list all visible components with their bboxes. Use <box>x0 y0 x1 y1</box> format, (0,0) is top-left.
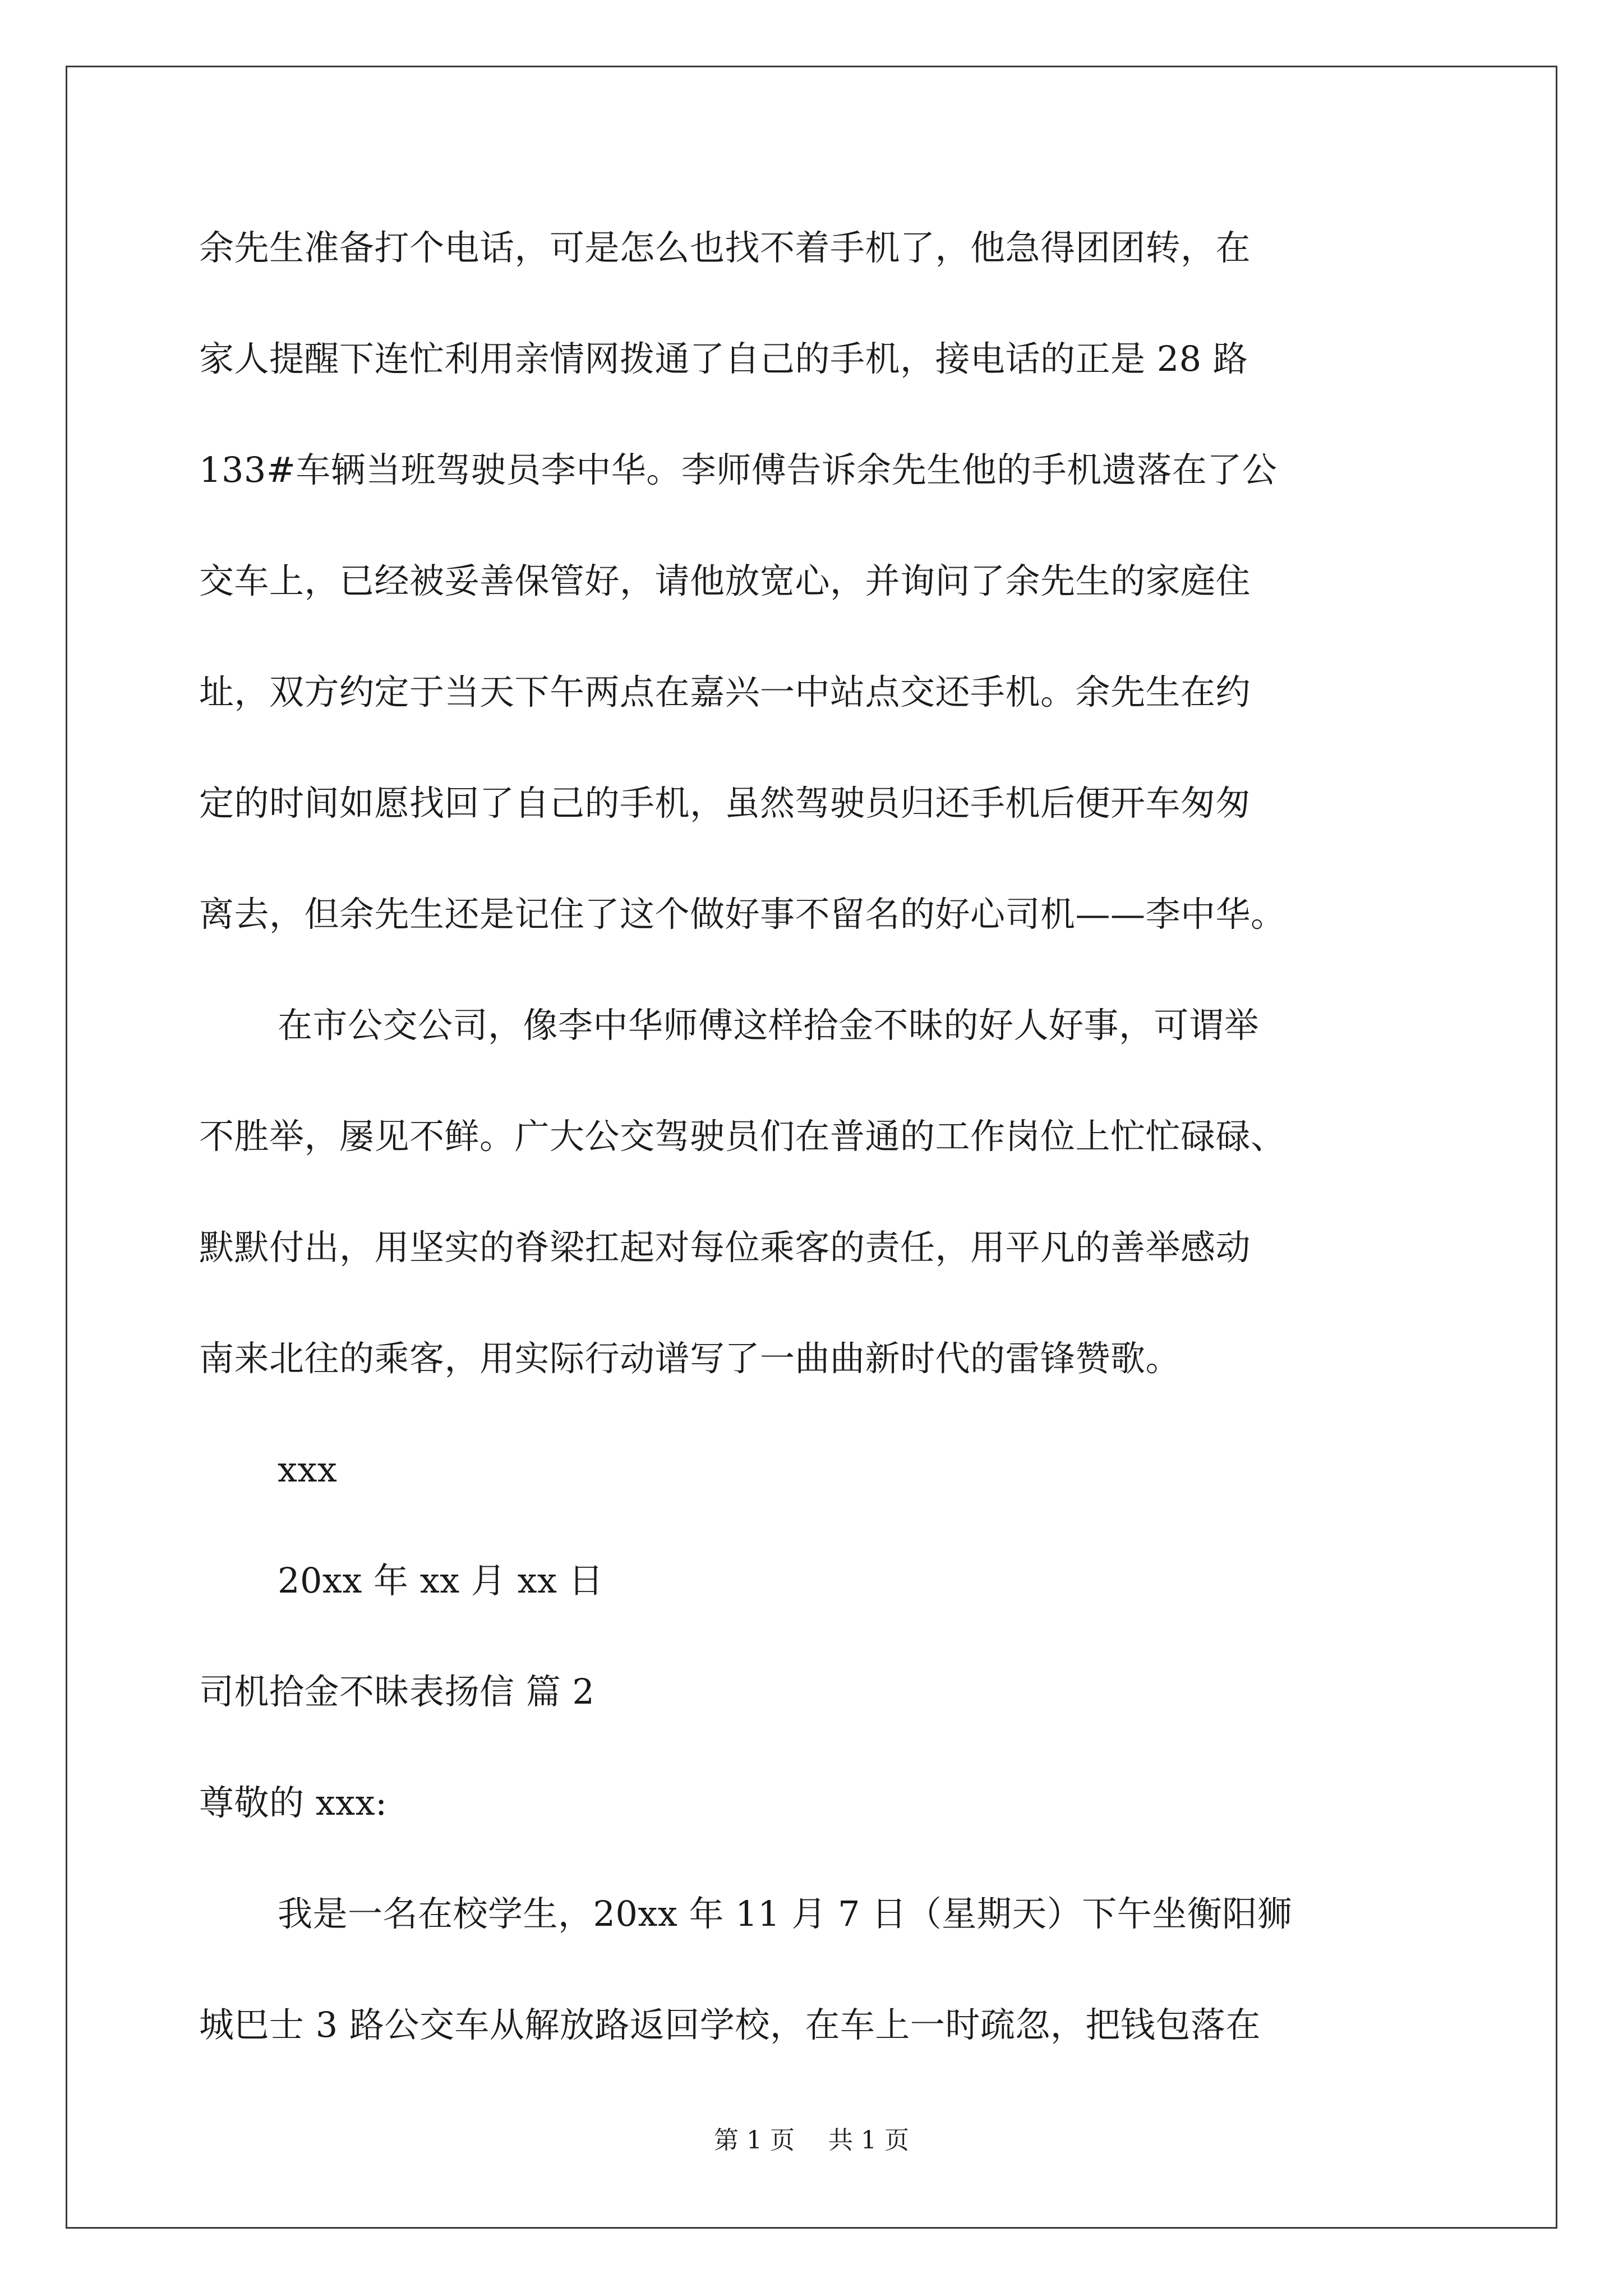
salutation: 尊敬的 xxx: <box>199 1782 388 1823</box>
paragraph-line: 我是一名在校学生，20xx 年 11 月 7 日（星期天）下午坐衡阳狮 <box>278 1893 1293 1934</box>
paragraph-line: 余先生准备打个电话，可是怎么也找不着手机了，他急得团团转，在 <box>199 227 1251 268</box>
signature-name: xxx <box>278 1449 338 1490</box>
paragraph-line: 南来北往的乘客，用实际行动谱写了一曲曲新时代的雷锋赞歌。 <box>199 1338 1181 1379</box>
paragraph-line: 在市公交公司，像李中华师傅这样拾金不昧的好人好事，可谓举 <box>278 1005 1260 1046</box>
paragraph-line: 城巴士 3 路公交车从解放路返回学校，在车上一时疏忽，把钱包落在 <box>199 2004 1261 2045</box>
paragraph-line: 默默付出，用坚实的脊梁扛起对每位乘客的责任，用平凡的善举感动 <box>199 1227 1251 1268</box>
paragraph-line: 家人提醒下连忙利用亲情网拨通了自己的手机，接电话的正是 28 路 <box>199 338 1248 379</box>
paragraph-line: 址，双方约定于当天下午两点在嘉兴一中站点交还手机。余先生在约 <box>199 671 1251 712</box>
paragraph-line: 交车上，已经被妥善保管好，请他放宽心，并询问了余先生的家庭住 <box>199 560 1251 601</box>
paragraph-line: 定的时间如愿找回了自己的手机，虽然驾驶员归还手机后便开车匆匆 <box>199 783 1251 823</box>
page-number: 第 1 页 <box>714 2126 795 2155</box>
page-footer <box>0 2125 1623 2156</box>
signature-date: 20xx 年 xx 月 xx 日 <box>278 1560 604 1601</box>
paragraph-line: 不胜举，屡见不鲜。广大公交驾驶员们在普通的工作岗位上忙忙碌碌、 <box>199 1116 1286 1157</box>
paragraph-line: 133#车辆当班驾驶员李中华。李师傅告诉余先生他的手机遗落在了公 <box>199 449 1278 490</box>
paragraph-line: 离去，但余先生还是记住了这个做好事不留名的好心司机——李中华。 <box>199 894 1286 935</box>
page-total: 共 1 页 <box>828 2126 909 2155</box>
section-heading: 司机拾金不昧表扬信 篇 2 <box>199 1671 595 1712</box>
